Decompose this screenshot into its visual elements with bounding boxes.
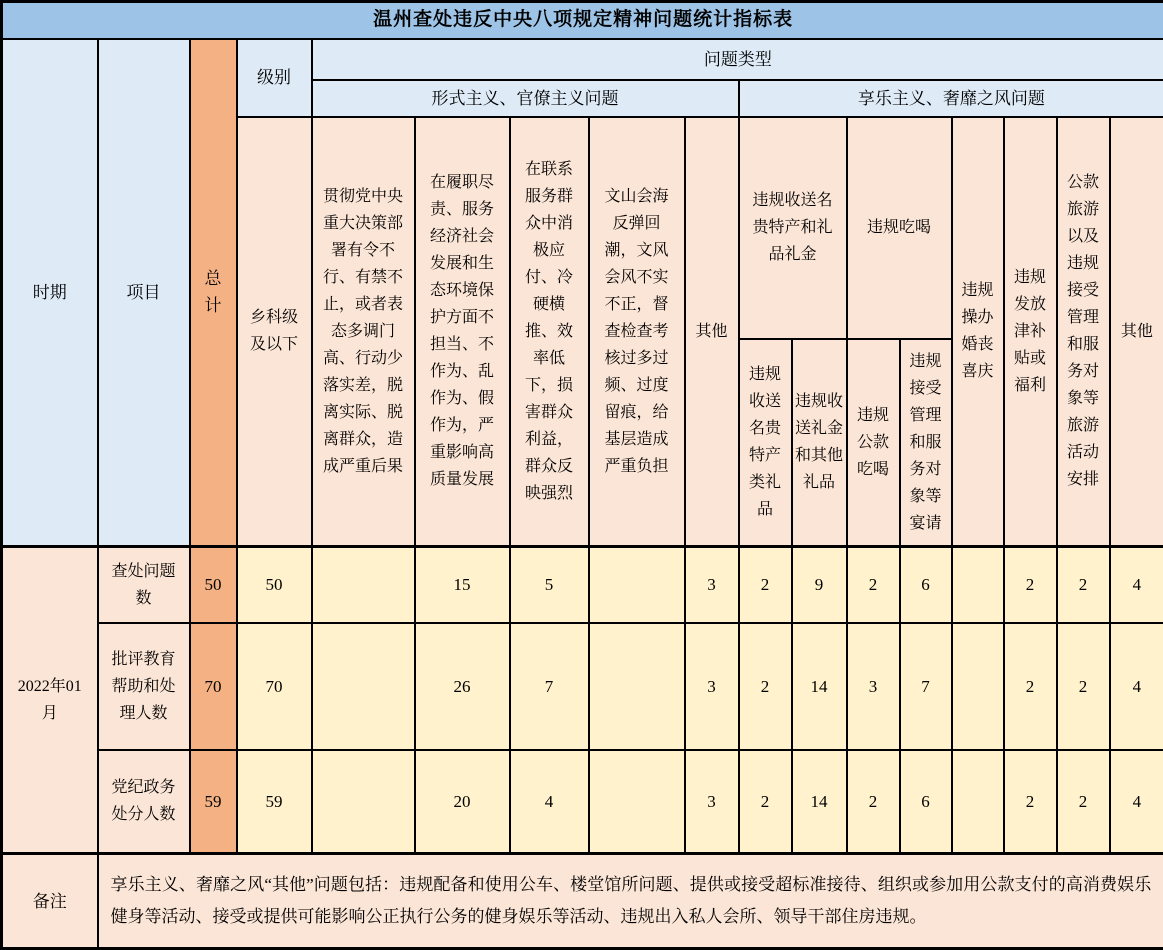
data-cell — [952, 750, 1004, 854]
row-label: 查处问题数 — [98, 547, 190, 623]
data-cell: 2 — [1004, 750, 1057, 854]
total-value: 70 — [190, 623, 237, 750]
header-problem-type: 问题类型 — [312, 39, 1163, 80]
data-cell: 3 — [685, 750, 739, 854]
header-level-value: 乡科级及以下 — [237, 117, 312, 547]
data-cell: 9 — [792, 547, 847, 623]
data-cell: 6 — [900, 750, 952, 854]
col-header-other-formalism: 其他 — [685, 117, 739, 547]
data-cell: 26 — [415, 623, 510, 750]
col-header-duty: 在履职尽责、服务经济社会发展和生态环境保护方面不担当、不作为、乱作为、假作为，严重影响高质量发展 — [415, 117, 510, 547]
header-item: 项目 — [98, 39, 190, 547]
header-group-hedonism: 享乐主义、奢靡之风问题 — [739, 80, 1163, 117]
col-header-implement: 贯彻党中央重大决策部署有令不行、有禁不止，或者表态多调门高、行动少落实差，脱离实际、脱离群众，造成严重后果 — [312, 117, 415, 547]
col-group-dining: 违规吃喝 — [847, 117, 952, 339]
data-cell: 14 — [792, 623, 847, 750]
col-header-meetings: 文山会海反弹回潮，文风会风不实不正，督查检查考核过多过频、过度留痕，给基层造成严重负担 — [589, 117, 685, 547]
col-header-dining-public: 违规公款吃喝 — [847, 339, 900, 547]
data-cell: 2 — [1057, 623, 1110, 750]
data-cell: 3 — [685, 623, 739, 750]
data-cell: 2 — [1004, 547, 1057, 623]
header-group-formalism: 形式主义、官僚主义问题 — [312, 80, 739, 117]
data-cell — [312, 623, 415, 750]
col-header-travel: 公款旅游以及违规接受管理和服务对象等旅游活动安排 — [1057, 117, 1110, 547]
col-header-weddings: 违规操办婚丧喜庆 — [952, 117, 1004, 547]
data-cell: 2 — [1004, 623, 1057, 750]
data-cell: 2 — [847, 547, 900, 623]
row-label: 批评教育帮助和处理人数 — [98, 623, 190, 750]
data-cell: 59 — [237, 750, 312, 854]
data-cell: 4 — [1110, 547, 1163, 623]
data-cell: 70 — [237, 623, 312, 750]
total-value: 50 — [190, 547, 237, 623]
data-cell: 20 — [415, 750, 510, 854]
data-cell: 50 — [237, 547, 312, 623]
header-total: 总计 — [190, 39, 237, 547]
data-cell — [589, 750, 685, 854]
data-cell: 7 — [510, 623, 589, 750]
data-cell — [589, 547, 685, 623]
header-period: 时期 — [2, 39, 98, 547]
col-header-allowances: 违规发放津补贴或福利 — [1004, 117, 1057, 547]
total-value: 59 — [190, 750, 237, 854]
data-cell: 5 — [510, 547, 589, 623]
data-cell: 3 — [847, 623, 900, 750]
data-cell: 2 — [739, 547, 792, 623]
data-cell: 2 — [1057, 750, 1110, 854]
row-label: 党纪政务处分人数 — [98, 750, 190, 854]
data-cell — [952, 623, 1004, 750]
data-cell: 14 — [792, 750, 847, 854]
data-cell — [312, 750, 415, 854]
data-cell: 4 — [510, 750, 589, 854]
table-title: 温州查处违反中央八项规定精神问题统计指标表 — [2, 2, 1163, 39]
data-cell: 2 — [1057, 547, 1110, 623]
col-header-gifts-cash: 违规收送礼金和其他礼品 — [792, 339, 847, 547]
data-cell: 2 — [739, 750, 792, 854]
col-header-masses: 在联系服务群众中消极应付、冷硬横推、效率低下，损害群众利益，群众反映强烈 — [510, 117, 589, 547]
col-header-gifts-specialty: 违规收送名贵特产类礼品 — [739, 339, 792, 547]
data-cell: 4 — [1110, 623, 1163, 750]
col-header-dining-banquet: 违规接受管理和服务对象等宴请 — [900, 339, 952, 547]
data-cell: 4 — [1110, 750, 1163, 854]
data-cell: 3 — [685, 547, 739, 623]
data-cell: 7 — [900, 623, 952, 750]
data-cell — [952, 547, 1004, 623]
col-group-gifts: 违规收送名贵特产和礼品礼金 — [739, 117, 847, 339]
remarks-text: 享乐主义、奢靡之风“其他”问题包括：违规配备和使用公车、楼堂馆所问题、提供或接受超标准接待、组织或参加用公款支付的高消费娱乐健身等活动、接受或提供可能影响公正执行公务的健身娱乐等活动、违规出入私人会所、领导干部住房违规。 — [98, 854, 1163, 949]
data-cell — [589, 623, 685, 750]
data-cell: 2 — [847, 750, 900, 854]
remarks-label: 备注 — [2, 854, 98, 949]
period-value: 2022年01月 — [2, 547, 98, 854]
header-level: 级别 — [237, 39, 312, 117]
col-header-other-hedonism: 其他 — [1110, 117, 1163, 547]
data-cell: 6 — [900, 547, 952, 623]
data-cell — [312, 547, 415, 623]
data-cell: 2 — [739, 623, 792, 750]
data-cell: 15 — [415, 547, 510, 623]
